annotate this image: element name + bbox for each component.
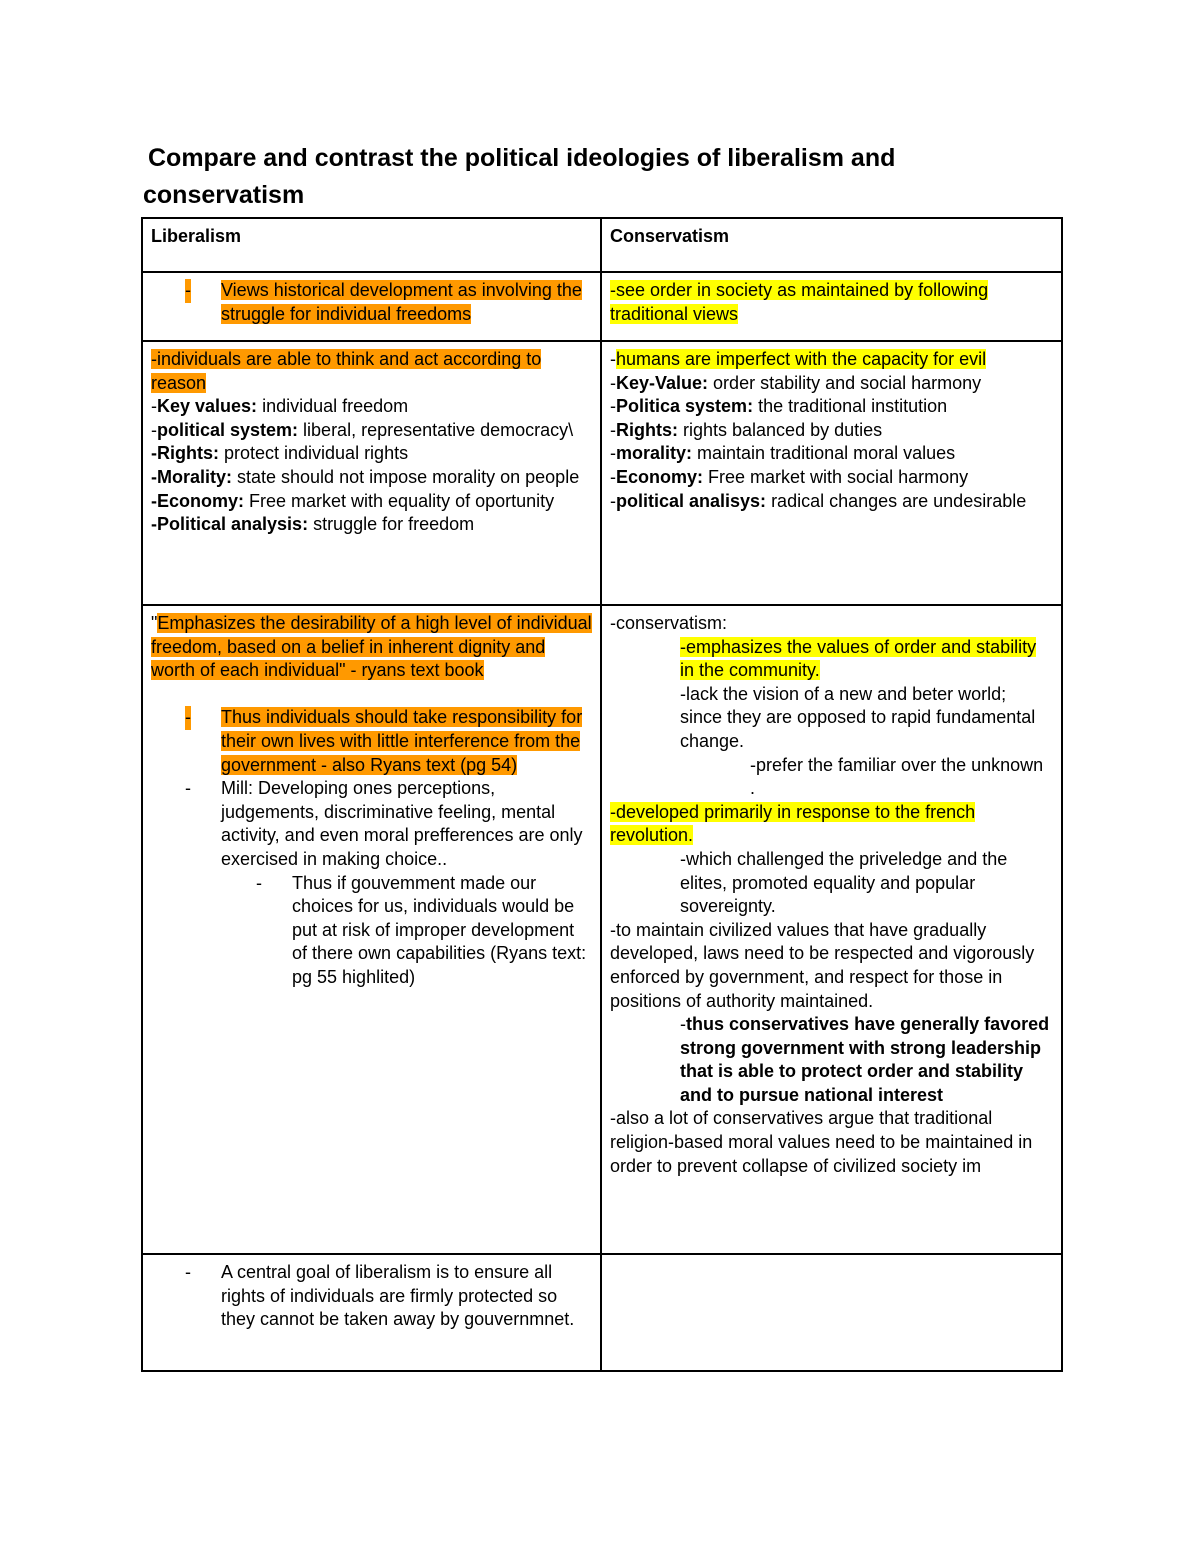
conservative-order-text: -see order in society as maintained by following traditional views [610, 280, 989, 324]
liberal-reason-text: -individuals are able to think and act according to reason [151, 349, 542, 393]
cell-conservatism-1 [601, 272, 1062, 341]
bullet-item [151, 279, 592, 326]
cell-liberalism-4 [142, 1254, 601, 1371]
french-revolution-text: -developed primarily in response to the french revolution. [610, 801, 976, 846]
table-row [142, 1254, 1062, 1371]
prefer-familiar-text: -prefer the familiar over the unknown . [750, 754, 1044, 799]
challenged-privilege-text: -which challenged the priveledge and the elites, promoted equality and popular sovereignty. [680, 848, 1008, 917]
conservatism-heading: -conservatism: [610, 613, 728, 633]
conservative-economy: -Economy: Free market with social harmony [610, 466, 969, 487]
liberal-political-analysis: -Political analysis: struggle for freedom [151, 514, 475, 535]
mill-text: Mill: Developing ones perceptions, judgements, discriminative feeling, mental activity, and even moral prefferences are only exercised in making choice.. [221, 778, 583, 869]
table-row [142, 341, 1062, 605]
header-conservatism: Conservatism [601, 218, 1062, 272]
government-choices-text: Thus if gouvemment made our choices for us, individuals would be put at risk of improper development of there own capabilities (Ryans text: pg 55 highlited) [292, 872, 587, 987]
cell-liberalism-3 [142, 605, 601, 1254]
conservative-humans-text: -humans are imperfect with the capacity for evil [610, 349, 987, 369]
central-goal-text: A central goal of liberalism is to ensure all rights of individuals are firmly protected so they cannot be taken away by gouvernmnet. [221, 1262, 575, 1330]
cell-liberalism-1 [142, 272, 601, 341]
sub-bullet-item: - Thus if gouvemment made our choices for us, individuals would be put at risk of improper development of there own capabilities (Ryans text: pg 55 highlited) [256, 872, 587, 987]
table-header-row [142, 218, 1062, 272]
liberal-economy: -Economy: Free market with equality of oportunity [151, 490, 555, 511]
liberal-rights: -Rights: protect individual rights [151, 443, 409, 464]
liberal-political-system: -political system: liberal, representative democracy\ [151, 419, 574, 440]
civilized-values-text: -to maintain civilized values that have gradually developed, laws need to be respected and vigorously enforced by government, and respect for those in positions of authority maintained. [610, 919, 1035, 1011]
liberal-key-values: -Key values: individual freedom [151, 396, 409, 417]
table-row [142, 605, 1062, 1254]
header-liberalism: Liberalism [142, 218, 601, 272]
cell-conservatism-3 [601, 605, 1062, 1254]
liberal-morality: -Morality: state should not impose morality on people [151, 466, 580, 487]
page-title [143, 140, 1043, 214]
cell-liberalism-2 [142, 341, 601, 605]
religion-values-text: -also a lot of conservatives argue that traditional religion-based moral values need to be maintained in order to prevent collapse of civilized society im [610, 1108, 1033, 1176]
conservative-political-analysis: -political analisys: radical changes are undesirable [610, 490, 1027, 511]
bullet-item: - A central goal of liberalism is to ensure all rights of individuals are firmly protected so they cannot be taken away by gouvernmnet. [185, 1262, 575, 1330]
conservative-morality: -morality: maintain traditional moral values [610, 443, 956, 464]
title-line-2: conservatism [143, 181, 305, 209]
strong-government-text: -thus conservatives have generally favored strong government with strong leadership that is able to protect order and stability and to pursue national interest [680, 1014, 1050, 1105]
conservative-rights: -Rights: rights balanced by duties [610, 419, 883, 440]
responsibility-text: Thus individuals should take responsibility for their own lives with little interference from the government - also Ryans text (pg 54) [221, 707, 583, 775]
cell-conservatism-4 [601, 1254, 1062, 1371]
table-row [142, 272, 1062, 341]
cell-conservatism-2 [601, 341, 1062, 605]
conservative-key-value: -Key-Value: order stability and social harmony [610, 372, 982, 393]
order-stability-text: -emphasizes the values of order and stability in the community. [680, 636, 1037, 681]
bullet-item: - Thus individuals should take responsibility for their own lives with little interference from the government - also Ryans text (pg 54) [185, 707, 583, 775]
ryans-quote: "Emphasizes the desirability of a high level of individual freedom, based on a belief in inherent dignity and worth of each individual" - ryans text book [151, 613, 592, 681]
liberal-history-text: Views historical development as involving the struggle for individual freedoms [221, 280, 582, 324]
comparison-table [141, 217, 1063, 1372]
conservative-political-system: -Politica system: the traditional institution [610, 396, 948, 417]
title-line-1: Compare and contrast the political ideologies of liberalism and [148, 144, 896, 172]
lack-vision-text: -lack the vision of a new and beter world; since they are opposed to rapid fundamental change. [680, 683, 1036, 751]
bullet-dash: - [185, 279, 191, 303]
bullet-item: - Mill: Developing ones perceptions, judgements, discriminative feeling, mental activity, and even moral prefferences are only exercised in making choice.. [185, 778, 583, 869]
